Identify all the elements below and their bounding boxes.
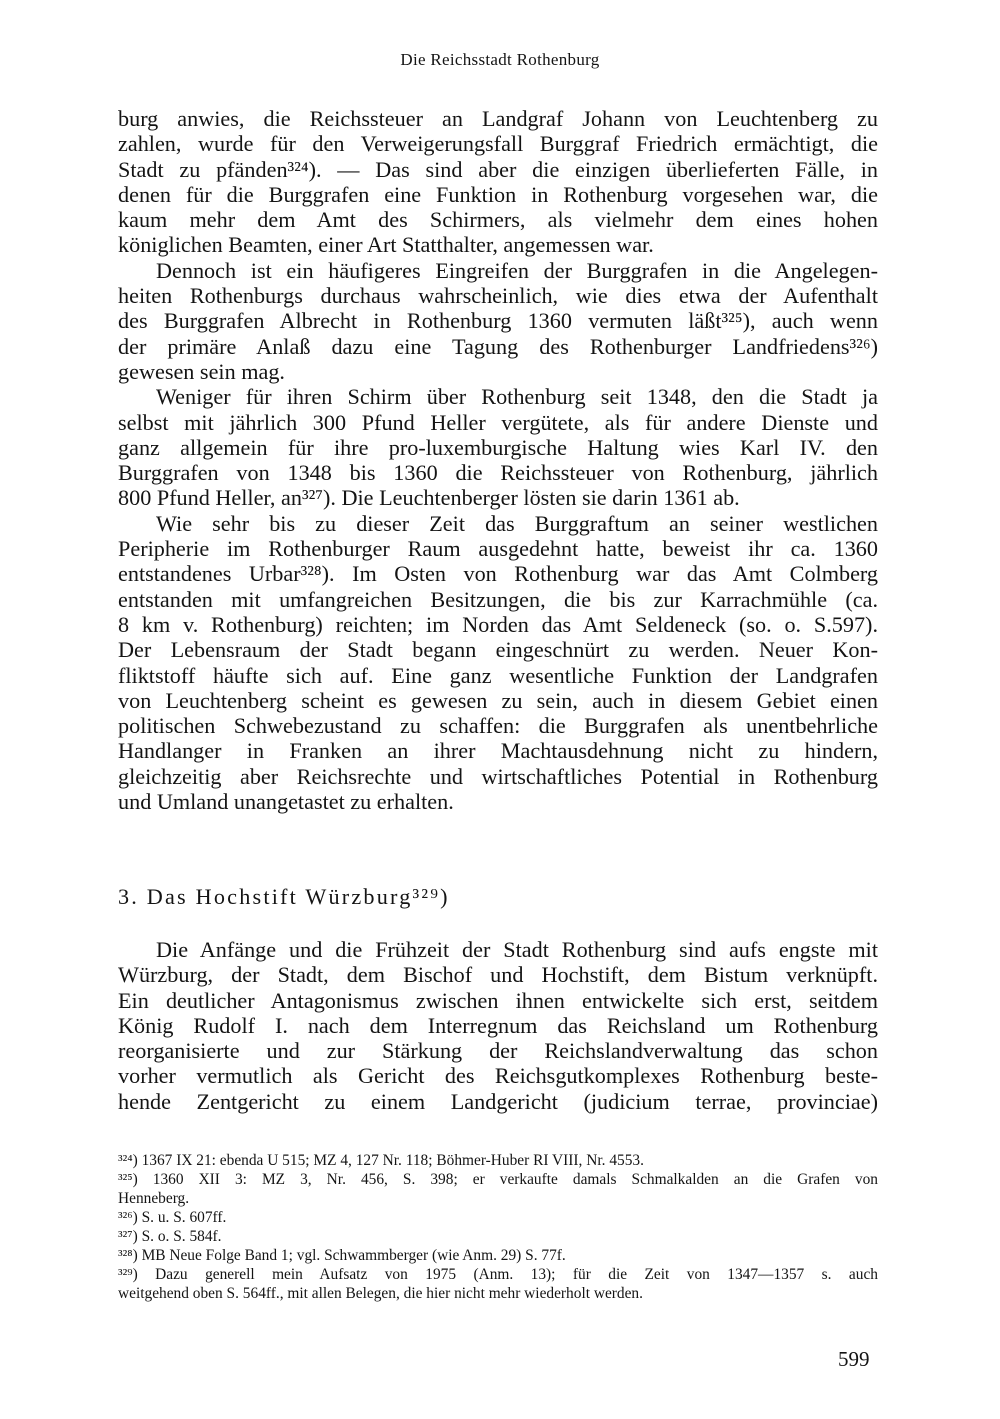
text-line: 800 Pfund Heller, an³²⁷). Die Leuchtenberger lösten sie darin 1361 ab. xyxy=(118,485,740,511)
footnotes xyxy=(118,1151,878,1303)
text-line: Peripherie im Rothenburger Raum ausgedehnt hatte, beweist ihr ca. 1360 xyxy=(118,536,878,562)
footnote-325-continued: Henneberg. xyxy=(118,1190,190,1207)
text-line: 8 km v. Rothenburg) reichten; im Norden das Amt Seldeneck (so. o. S.597). xyxy=(118,611,878,637)
footnote-329: ³²⁹) Dazu generell mein Aufsatz von 1975 (Anm. 13); für die Zeit von 1347—1357 s. auch xyxy=(118,1266,878,1283)
text-line: des Burggrafen Albrecht in Rothenburg 1360 vermuten läßt³²⁵), auch wenn xyxy=(118,308,878,334)
text-line: Würzburg, der Stadt, dem Bischof und Hochstift, dem Bistum verknüpft. xyxy=(118,962,878,988)
text-line: politischen Schwebezustand zu schaffen: die Burggrafen als unentbehrliche xyxy=(118,713,878,739)
text-line: gewesen sein mag. xyxy=(118,358,285,384)
running-head: Die Reichsstadt Rothenburg xyxy=(400,50,600,69)
text-line: burg anwies, die Reichssteuer an Landgraf Johann von Leuchtenberg zu xyxy=(118,106,878,131)
text-line: Der Lebensraum der Stadt begann eingeschnürt zu werden. Neuer Kon- xyxy=(118,637,878,663)
text-line: fliktstoff häufte sich auf. Eine ganz wesentliche Funktion der Landgrafen xyxy=(118,662,878,688)
page-number: 599 xyxy=(838,1347,870,1371)
text-line: Stadt zu pfänden³²⁴). — Das sind aber die einzigen überlieferten Fälle, in xyxy=(118,156,878,182)
text-line: entstandenes Urbar³²⁸). Im Osten von Rothenburg war das Amt Colmberg xyxy=(118,561,878,587)
section-text-block xyxy=(118,937,878,1114)
footnote-326: ³²⁶) S. u. S. 607ff. xyxy=(118,1209,227,1226)
text-line: gleichzeitig aber Reichsrechte und wirtschaftliches Potential in Rothenburg xyxy=(118,763,878,789)
section-heading: 3. Das Hochstift Würzburg³²⁹) xyxy=(118,884,450,909)
text-line: der primäre Anlaß dazu eine Tagung des Rothenburger Landfriedens³²⁶) xyxy=(118,333,878,359)
text-line: Die Anfänge und die Frühzeit der Stadt Rothenburg sind aufs engste mit xyxy=(156,937,878,962)
text-line: entstanden mit umfangreichen Besitzungen, die bis zur Karrachmühle (ca. xyxy=(118,586,878,612)
text-line: königlichen Beamten, einer Art Statthalter, angemessen war. xyxy=(118,232,654,258)
footnote-329-continued: weitgehend oben S. 564ff., mit allen Belegen, die hier nicht mehr wiederholt werden. xyxy=(118,1285,643,1302)
text-line: reorganisierte und zur Stärkung der Reichslandverwaltung das schon xyxy=(118,1038,878,1064)
footnote-324: ³²⁴) 1367 IX 21: ebenda U 515; MZ 4, 127 Nr. 118; Böhmer-Huber RI VIII, Nr. 4553. xyxy=(118,1152,644,1169)
text-line: Weniger für ihren Schirm über Rothenburg seit 1348, den die Stadt ja xyxy=(156,384,878,410)
text-line: Handlanger in Franken an ihrer Machtausdehnung nicht zu hindern, xyxy=(118,738,878,764)
text-line: heiten Rothenburgs durchaus wahrscheinlich, wie dies etwa der Aufenthalt xyxy=(118,283,878,309)
footnote-327: ³²⁷) S. o. S. 584f. xyxy=(118,1228,222,1245)
text-line: vorher vermutlich als Gericht des Reichsgutkomplexes Rothenburg beste- xyxy=(118,1063,878,1089)
text-line: Dennoch ist ein häufigeres Eingreifen der Burggrafen in die Angelegen- xyxy=(156,257,878,283)
text-line: selbst mit jährlich 300 Pfund Heller vergütete, als für andere Dienste und xyxy=(118,409,878,435)
text-line: und Umland unangetastet zu erhalten. xyxy=(118,789,454,815)
main-text-block xyxy=(118,106,878,814)
text-line: Burggrafen von 1348 bis 1360 die Reichssteuer von Rothenburg, jährlich xyxy=(118,460,878,486)
text-line: ganz allgemein für ihre pro-luxemburgische Haltung wies Karl IV. den xyxy=(118,434,878,460)
text-line: Ein deutlicher Antagonismus zwischen ihnen entwickelte sich erst, seitdem xyxy=(118,987,878,1013)
text-line: von Leuchtenberg scheint es gewesen zu sein, auch in diesem Gebiet einen xyxy=(118,687,878,713)
text-line: zahlen, wurde für den Verweigerungsfall Burggraf Friedrich ermächtigt, die xyxy=(118,131,878,157)
text-line: denen für die Burggrafen eine Funktion in Rothenburg vorgesehen war, die xyxy=(118,181,878,207)
text-line: hende Zentgericht zu einem Landgericht (judicium terrae, provinciae) xyxy=(118,1088,878,1114)
text-line: Wie sehr bis zu dieser Zeit das Burggraftum an seiner westlichen xyxy=(156,510,878,536)
text-line: kaum mehr dem Amt des Schirmers, als vielmehr dem eines hohen xyxy=(118,207,878,233)
text-line: König Rudolf I. nach dem Interregnum das Reichsland um Rothenburg xyxy=(118,1012,878,1038)
footnote-325: ³²⁵) 1360 XII 3: MZ 3, Nr. 456, S. 398; er verkaufte damals Schmalkalden an die Grafen von xyxy=(118,1171,878,1188)
footnote-328: ³²⁸) MB Neue Folge Band 1; vgl. Schwammberger (wie Anm. 29) S. 77f. xyxy=(118,1247,566,1264)
